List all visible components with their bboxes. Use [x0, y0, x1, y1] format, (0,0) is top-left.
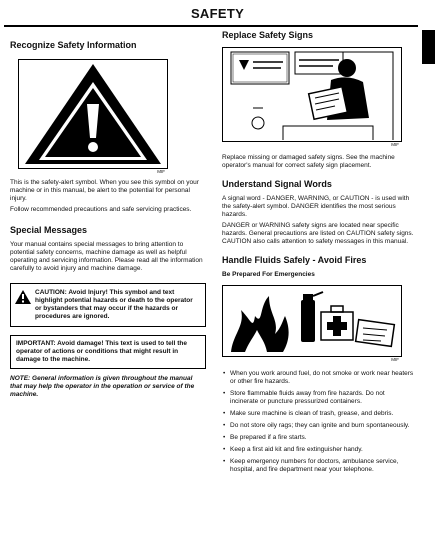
signal-words-heading: Understand Signal Words	[222, 179, 332, 189]
caution-box	[10, 283, 206, 327]
fire-emergency-image	[222, 285, 402, 362]
image-code: MIF	[391, 357, 399, 362]
special-messages-text: Your manual contains special messages to bring attention to potential safety concerns, machine damage as well as helpful operating and servicing information. Please read all the information carefully to avoid injury and machine damage.	[10, 241, 203, 272]
emergencies-subheading: Be Prepared For Emergencies	[222, 271, 315, 278]
fire-and-first-aid-illustration	[223, 286, 401, 356]
image-code: MIF	[391, 142, 399, 147]
warning-triangle-icon	[19, 60, 167, 168]
list-item: • Do not store oily rags; they can ignite and burn spontaneously.	[222, 422, 414, 430]
fire-safety-list	[222, 370, 414, 474]
signal-words-text-1: A signal word - DANGER, WARNING, or CAUTION - is used with the safety-alert symbol. DANGER identifies the most serious hazards.	[222, 195, 410, 218]
handle-fluids-heading: Handle Fluids Safely - Avoid Fires	[222, 255, 367, 265]
image-code: MIF	[157, 169, 165, 174]
recognize-heading: Recognize Safety Information	[10, 40, 137, 50]
replace-signs-image	[222, 47, 402, 147]
caution-triangle-icon	[15, 290, 31, 304]
list-item: • When you work around fuel, do not smoke or work near heaters or other fire hazards.	[222, 370, 414, 386]
alert-symbol-text: This is the safety-alert symbol. When you see this symbol on your machine or in this manual, be alert to the potential for personal injury.	[10, 179, 199, 202]
list-item: • Keep a first aid kit and fire extinguisher handy.	[222, 446, 414, 454]
section-tab-marker	[422, 30, 435, 64]
important-box	[10, 335, 206, 369]
list-item: • Make sure machine is clean of trash, grease, and debris.	[222, 410, 414, 418]
replace-signs-text: Replace missing or damaged safety signs. See the machine operator's manual for correct safety sign placement.	[222, 154, 395, 169]
left-column	[10, 40, 206, 399]
follow-precautions-text: Follow recommended precautions and safe servicing practices.	[10, 206, 192, 213]
special-messages-heading: Special Messages	[10, 225, 88, 235]
page-title: SAFETY	[190, 6, 245, 21]
signal-words-text-2: DANGER or WARNING safety signs are located near specific hazards. General precautions are listed on CAUTION safety signs. CAUTION also calls attention to safety messages in this manual.	[222, 222, 414, 245]
replace-signs-heading: Replace Safety Signs	[222, 30, 314, 40]
list-item: • Keep emergency numbers for doctors, ambulance service, hospital, and fire department near your telephone.	[222, 458, 414, 474]
list-item: • Store flammable fluids away from fire hazards. Do not incinerate or puncture pressurized containers.	[222, 390, 414, 406]
header-divider	[4, 25, 418, 27]
note-text: NOTE: General information is given throughout the manual that may help the operator in the operation or service of the machine.	[10, 375, 195, 398]
important-text: IMPORTANT: Avoid damage! This text is used to tell the operator of actions or conditions that might result in damage to the machine.	[16, 340, 187, 363]
caution-text: CAUTION: Avoid Injury! This symbol and text highlight potential hazards or death to the operator or bystanders that may occur if the hazards or procedures are ignored.	[35, 289, 193, 320]
safety-alert-image	[18, 59, 168, 174]
right-column	[222, 30, 414, 478]
list-item: • Be prepared if a fire starts.	[222, 434, 414, 442]
person-replacing-sign-illustration	[223, 48, 401, 141]
